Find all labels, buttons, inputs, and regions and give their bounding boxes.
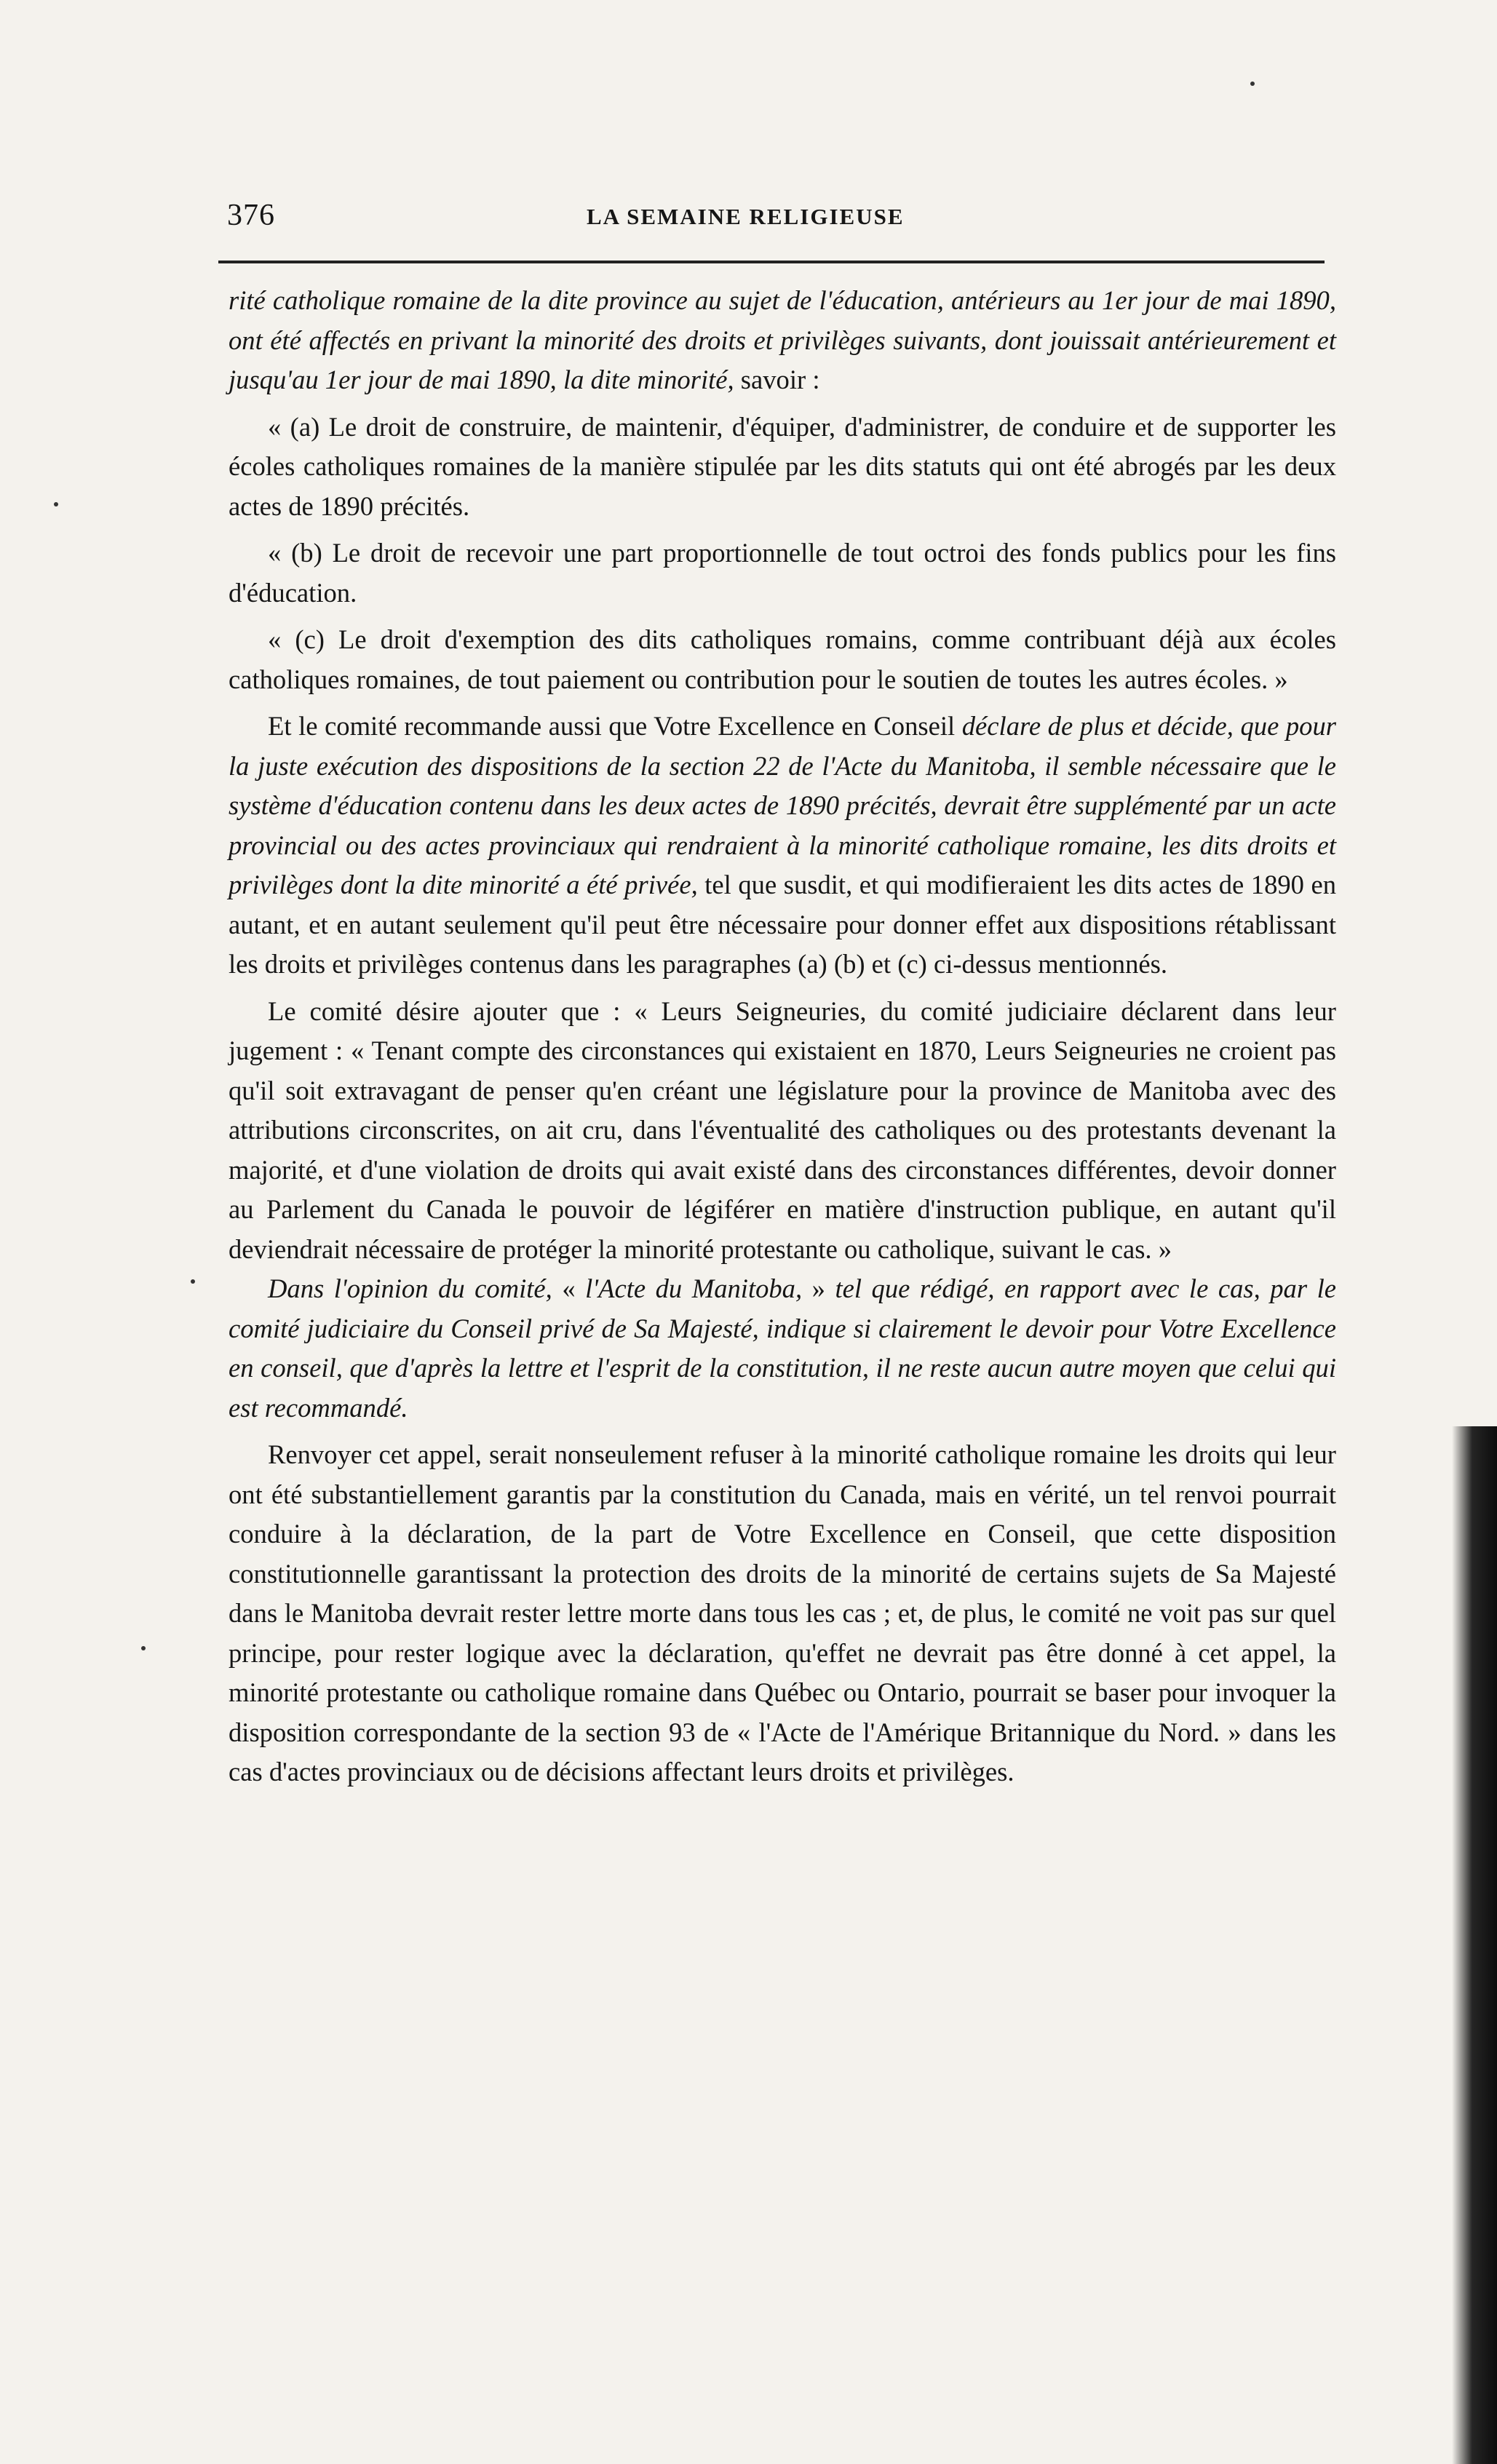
text-segment: « xyxy=(552,1273,586,1303)
scan-speck xyxy=(191,1279,195,1284)
paragraph-item-a xyxy=(229,408,1336,527)
page-header xyxy=(227,198,1319,242)
text-segment: « (b) Le droit de recevoir une part proportionnelle de tout octroi des fonds publics pour les fins d'éducation. xyxy=(229,538,1336,608)
paragraph-recommendation xyxy=(229,707,1336,985)
body-text xyxy=(229,281,1336,1792)
header-rule xyxy=(218,261,1325,263)
running-title: LA SEMAINE RELIGIEUSE xyxy=(587,204,905,229)
text-segment: Dans l'opinion du comité, xyxy=(268,1273,552,1303)
page-number: 376 xyxy=(227,199,275,232)
paragraph-item-c xyxy=(229,620,1336,699)
paragraph-1 xyxy=(229,281,1336,400)
text-segment: Et le comité recommande aussi que Votre Excellence en Conseil xyxy=(268,711,962,741)
text-segment: tel que susdit, et qui modifieraient les dits actes de 1890 en autant, et en autant seulement qu'il peut être nécessaire pour donner effet aux dispositions rétablissant les droits et privilèges contenus dans les paragraphes (a) (b) et (c) ci-dessus mentionnés. xyxy=(229,870,1337,979)
text-segment: rité catholique romaine de la dite province au sujet de l'éducation, antérieurs au 1er jour de mai 1890, ont été affectés en privant la minorité des droits et privilèges suivants, dont jouissait antérieurement et jusqu'au 1er jour de mai 1890, la dite minorité, xyxy=(229,285,1336,394)
scan-speck xyxy=(141,1646,146,1650)
text-segment: savoir : xyxy=(734,365,820,394)
text-segment: « (c) Le droit d'exemption des dits catholiques romains, comme contribuant déjà aux écoles catholiques romaines, de tout paiement ou contribution pour le soutien de toutes les autres écoles. » xyxy=(229,624,1336,694)
text-segment: déclare de plus et décide, que pour la juste exécution des dispositions de la section 22 de l'Acte du Manitoba, il semble nécessaire que le système d'éducation contenu dans les deux actes de 1890 précités, devrait être supplémenté par un acte provincial ou des actes provinciaux qui rendraient à la minorité catholique romaine, les dits droits et privilèges dont la dite minorité a été privée, xyxy=(229,711,1336,899)
text-segment: « (a) Le droit de construire, de maintenir, d'équiper, d'administrer, de conduire et de supporter les écoles catholiques romaines de la manière stipulée par les dits statuts qui ont été abrogés par les deux actes de 1890 précités. xyxy=(229,411,1336,521)
text-segment: tel que rédigé, en rapport avec le cas, par le comité judiciaire du Conseil privé de Sa Majesté, indique si clairement le devoir pour Votre Excellence en conseil, que d'après la lettre et l'esprit de la constitution, il ne reste aucun autre moyen que celui qui est recommandé. xyxy=(229,1273,1336,1423)
scan-speck xyxy=(1250,82,1255,86)
scan-speck xyxy=(54,502,58,506)
scan-edge-shadow xyxy=(1452,1426,1497,2464)
text-segment: Renvoyer cet appel, serait nonseulement refuser à la minorité catholique romaine les droits qui leur ont été substantiellement garantis par la constitution du Canada, mais en vérité, un tel renvoi pourrait conduire à la déclaration, de la part de Votre Excellence en Conseil, que cette disposition constitutionnelle garantissant la protection des droits de la minorité de certains sujets de Sa Majesté dans le Manitoba devrait rester lettre morte dans tous les cas ; et, de plus, le comité ne voit pas sur quel principe, pour rester logique avec la déclaration, qu'effet ne devrait pas être donné à cet appel, la minorité protestante ou catholique romaine dans Québec ou Ontario, pourrait se baser pour invoquer la disposition correspondante de la section 93 de « l'Acte de l'Amérique Britannique du Nord. » dans les cas d'actes provinciaux ou de décisions affectant leurs droits et privilèges. xyxy=(229,1439,1336,1787)
paragraph-opinion xyxy=(229,1269,1336,1428)
text-segment: l'Acte du Manitoba, xyxy=(585,1273,803,1303)
text-segment: Le comité désire ajouter que : « Leurs Seigneuries, du comité judiciaire déclarent dans leur jugement : « Tenant compte des circonstances qui existaient en 1870, Leurs Seigneuries ne croient pas qu'il soit extravagant de penser qu'en créant une législature pour la province de Manitoba avec des attributions circonscrites, on ait cru, dans l'éventualité des catholiques ou des protestants devenant la majorité, et d'une violation de droits qui avait existé dans des circonstances différentes, devoir donner au Parlement du Canada le pouvoir de légiférer en matière d'instruction publique, en autant qu'il deviendrait nécessaire de protéger la minorité protestante ou catholique, suivant le cas. » xyxy=(229,995,1336,1264)
paragraph-item-b xyxy=(229,533,1336,613)
paragraph-conclusion xyxy=(229,1435,1336,1792)
text-segment: » xyxy=(802,1273,835,1303)
paragraph-judgment-quote xyxy=(229,992,1336,1270)
